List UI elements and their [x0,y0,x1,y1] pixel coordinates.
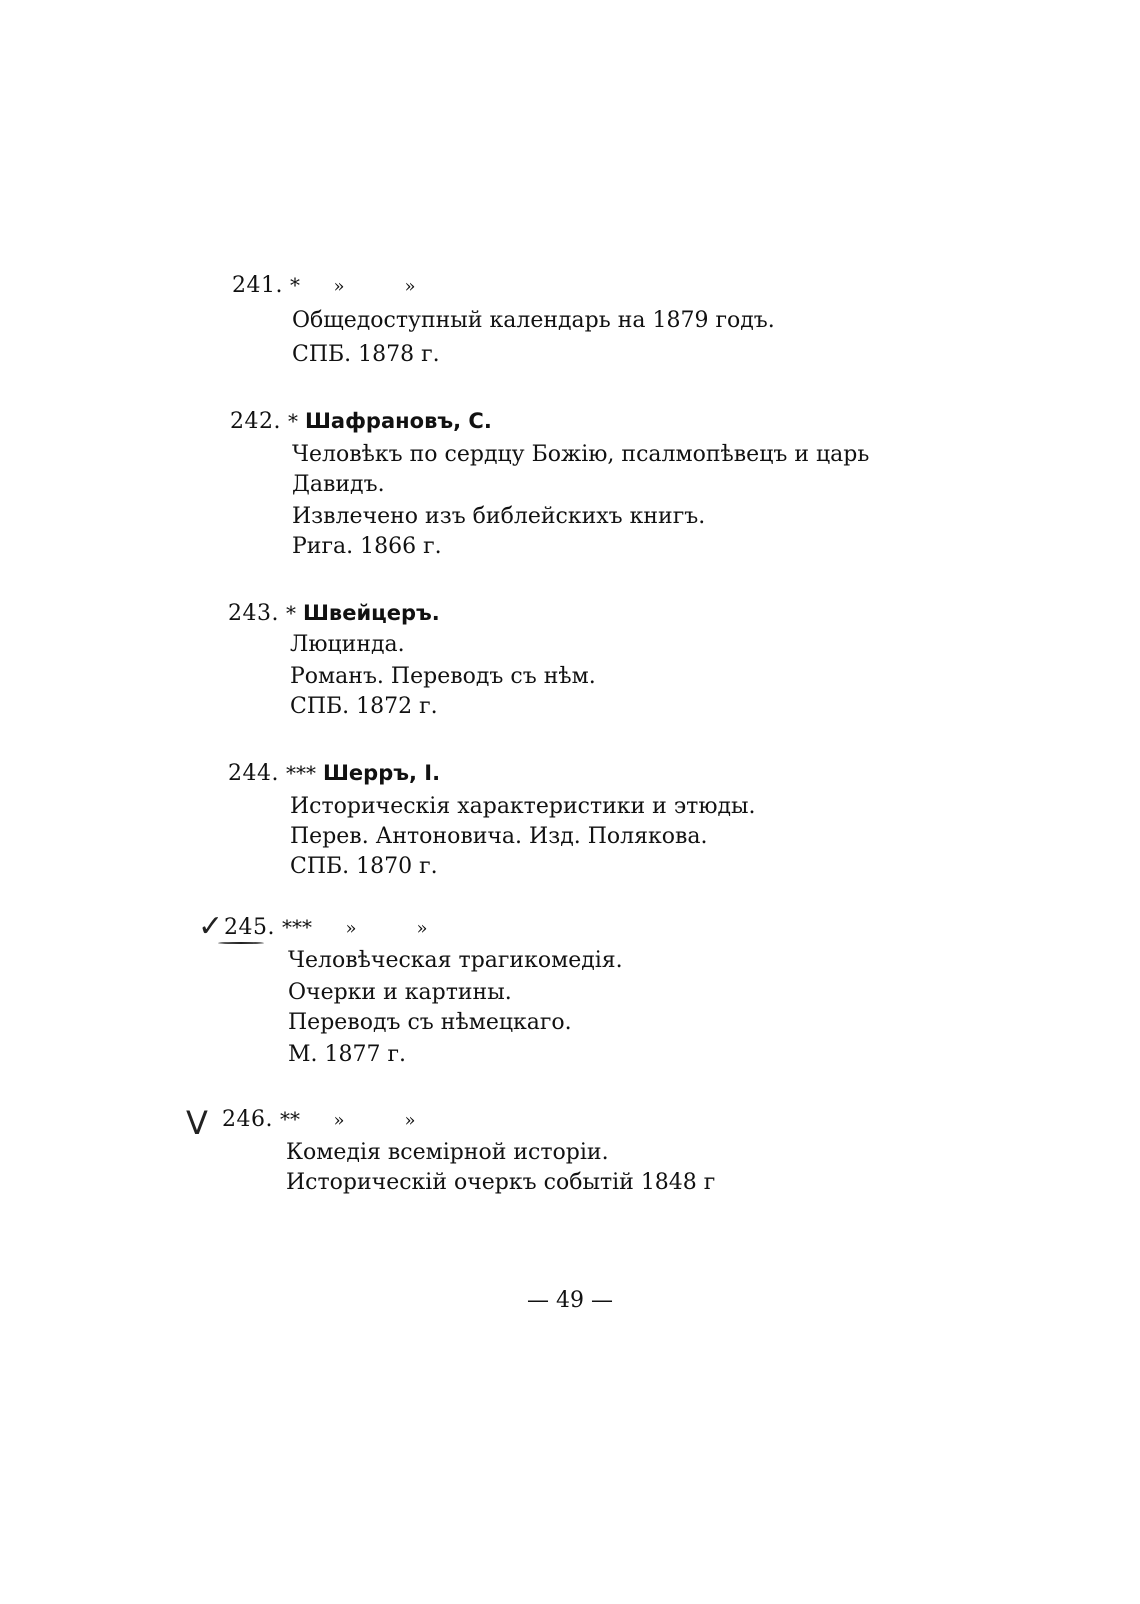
entry-number: 242. [230,409,281,434]
entry-author: Швейцеръ. [302,601,440,625]
ditto-mark: » [345,918,357,939]
ditto-mark: » [333,276,345,297]
entry-note: Перев. Антоновича. Изд. Полякова. [290,824,708,849]
entry-imprint: СПБ. 1872 г. [290,694,438,719]
entry-imprint: СПБ. 1878 г. [292,342,440,367]
entry-number: 243. [228,601,279,626]
entry-title: Общедоступный календарь на 1879 годъ. [292,308,775,333]
entry-note: Переводъ съ нѣмецкаго. [288,1010,572,1035]
entry-stars: *** [285,761,316,785]
handwritten-underline [218,942,264,944]
entry-heading [224,912,454,942]
entry-subtitle: Очерки и картины. [288,980,512,1005]
entry-note: Извлечено изъ библейскихъ книгъ. [292,504,706,529]
entry-number: 241. [232,273,283,298]
entry-subtitle: Историческій очеркъ событій 1848 г [286,1170,716,1195]
entry-note: Романъ. Переводъ съ нѣм. [290,664,596,689]
entry-imprint: СПБ. 1870 г. [290,854,438,879]
ditto-mark: » [333,1110,345,1131]
entry-title-cont: Давидъ. [292,472,385,497]
ditto-mark: » [404,276,416,297]
entry-title: Комедія всемірной исторіи. [286,1140,609,1165]
entry-stars: *** [281,915,312,939]
ditto-mark: » [404,1110,416,1131]
entry-author: Шафрановъ, С. [304,409,492,433]
entry-heading [232,270,442,300]
entry-number: 244. [228,761,279,786]
entry-author: Шерръ, І. [322,761,441,785]
entry-imprint: Рига. 1866 г. [292,534,442,559]
entry-imprint: М. 1877 г. [288,1042,407,1067]
entry-stars: * [285,601,296,625]
entry-number: 245. [224,915,275,940]
v-mark-annotation: V [186,1104,208,1142]
entry-stars: * [287,409,298,433]
entry-title: Люцинда. [290,632,405,657]
entry-stars: ** [279,1107,300,1131]
entry-title: Человѣческая трагикомедія. [288,948,623,973]
entry-heading [228,598,440,628]
entry-heading [222,1104,442,1134]
ditto-mark: » [416,918,428,939]
entry-stars: * [289,273,300,297]
checkmark-annotation: ✓ [198,909,224,944]
entry-number: 246. [222,1107,273,1132]
entry-heading [228,758,440,788]
entry-title: Человѣкъ по сердцу Божію, псалмопѣвецъ и царь [292,442,870,467]
entry-title: Историческія характеристики и этюды. [290,794,756,819]
page-number: — 49 — [527,1288,613,1313]
entry-heading [230,406,492,436]
